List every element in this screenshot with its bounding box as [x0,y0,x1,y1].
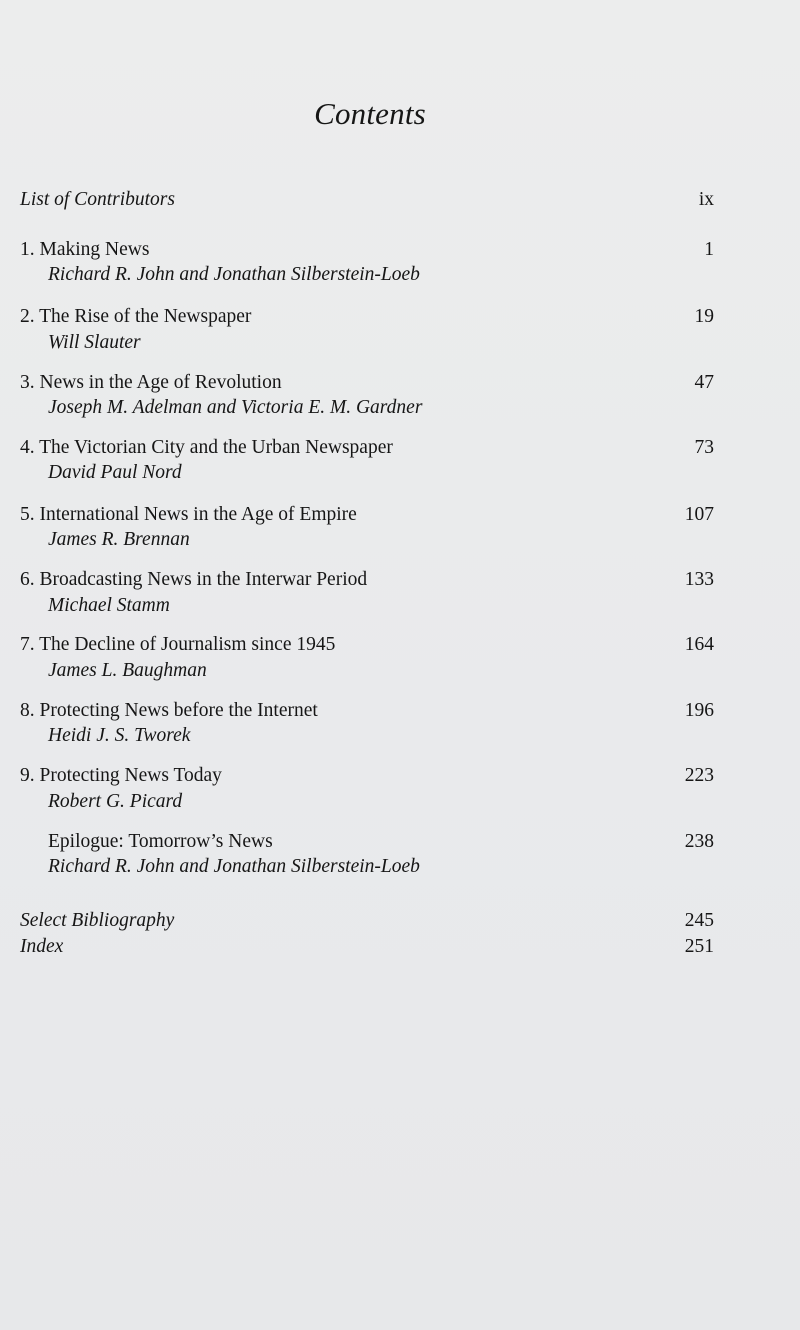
toc-entry-label: 6. Broadcasting News in the Interwar Period [20,569,368,590]
toc-entry-author: Robert G. Picard [48,791,183,812]
toc-entry-author: Michael Stamm [48,595,170,616]
toc-entry-author: Richard R. John and Jonathan Silberstein-Loeb [48,264,420,285]
toc-entry-label: Index [20,936,64,957]
toc-entry-author: Will Slauter [48,332,141,353]
toc-entry-page: 164 [684,634,714,655]
toc-entry-page: 133 [684,569,714,590]
toc-entry-page: 251 [684,936,714,957]
toc-entry-label: List of Contributors [20,189,175,210]
toc-entry-label: 8. Protecting News before the Internet [20,700,318,721]
toc-entry-label: 5. International News in the Age of Empire [20,504,357,525]
toc-entry-label: 7. The Decline of Journalism since 1945 [20,634,336,655]
toc-entry-label: 9. Protecting News Today [20,765,222,786]
toc-entry-label: 4. The Victorian City and the Urban Newspaper [20,437,393,458]
page-title: Contents [314,96,426,131]
toc-entry-page: 245 [684,910,714,931]
toc-entry-page: 223 [684,765,714,786]
toc-entry-label: Epilogue: Tomorrow’s News [48,831,273,852]
toc-entry-author: James R. Brennan [48,529,190,550]
toc-entry-page: 73 [694,437,714,458]
toc-entry-author: Joseph M. Adelman and Victoria E. M. Gardner [48,397,423,418]
toc-entry-page: 1 [704,239,714,260]
toc-entry-page: 107 [684,504,714,525]
toc-entry-label: 2. The Rise of the Newspaper [20,306,252,327]
toc-entry-page: 196 [684,700,714,721]
toc-entry-label: 3. News in the Age of Revolution [20,372,282,393]
toc-entry-author: Richard R. John and Jonathan Silberstein-Loeb [48,856,420,877]
toc-entry-page: 238 [684,831,714,852]
toc-entry-page: ix [698,189,714,210]
toc-entry-page: 47 [694,372,714,393]
toc-entry-author: Heidi J. S. Tworek [48,725,191,746]
toc-entry-label: 1. Making News [20,239,150,260]
toc-entry-label: Select Bibliography [20,910,175,931]
toc-entry-author: James L. Baughman [48,660,207,681]
toc-entry-author: David Paul Nord [48,462,182,483]
toc-entry-page: 19 [694,306,714,327]
